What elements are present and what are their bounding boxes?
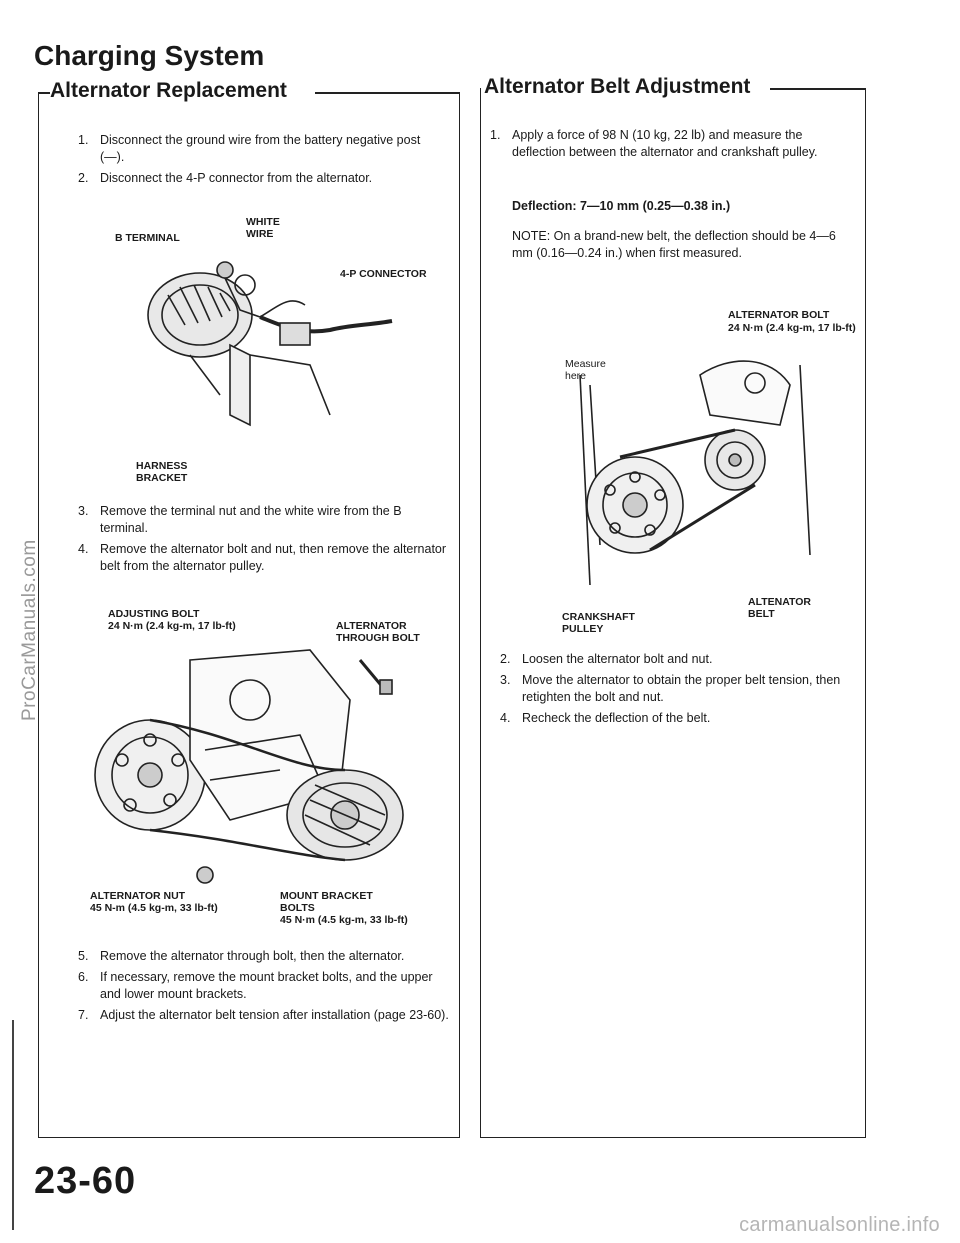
right-title-line — [770, 88, 866, 90]
step-text: Remove the terminal nut and the white wire from the B terminal. — [100, 504, 402, 535]
alternator-nut-label-2: 45 N-m (4.5 kg-m, 33 lb-ft) — [90, 902, 218, 914]
alternator-mounting-figure — [90, 640, 450, 890]
step-number: 4. — [78, 542, 89, 556]
list-item — [490, 127, 850, 161]
step-text: Apply a force of 98 N (10 kg, 22 lb) and measure the deflection between the alternator and crankshaft pulley. — [512, 128, 818, 159]
step-text: Recheck the deflection of the belt. — [522, 711, 711, 725]
alternator-connector-figure — [130, 225, 400, 470]
list-item — [78, 503, 448, 537]
step-text: Disconnect the ground wire from the battery negative post (—). — [100, 133, 421, 164]
through-bolt-label-2: THROUGH BOLT — [336, 632, 420, 644]
step-text: Loosen the alternator bolt and nut. — [522, 652, 713, 666]
adjusting-bolt-label-1: ADJUSTING BOLT — [108, 608, 200, 620]
b-terminal-label: B TERMINAL — [115, 232, 180, 244]
step-text: Remove the alternator bolt and nut, then remove the alternator belt from the alternator pulley. — [100, 542, 447, 573]
list-item — [500, 651, 855, 668]
alternator-belt-label-1: ALTENATOR — [748, 596, 811, 608]
mount-bracket-label-2: BOLTS — [280, 902, 315, 914]
left-steps-a — [78, 132, 448, 191]
step-number: 1. — [490, 128, 501, 142]
harness-label-1: HARNESS — [136, 460, 188, 472]
measure-here-label-1: Measure — [565, 358, 606, 370]
step-number: 1. — [78, 133, 89, 147]
left-title-line — [38, 92, 50, 94]
note-text: NOTE: On a brand-new belt, the deflection should be 4—6 mm (0.16—0.24 in.) when first measured. — [512, 229, 836, 260]
left-steps-c — [78, 948, 452, 1028]
left-section-title: Alternator Replacement — [50, 79, 293, 103]
white-wire-label-2: WIRE — [246, 228, 274, 240]
list-item — [78, 969, 452, 1003]
step-text: Disconnect the 4-P connector from the alternator. — [100, 171, 373, 185]
connector-label: 4-P CONNECTOR — [340, 268, 427, 280]
page-number: 23-60 — [34, 1160, 137, 1202]
belt-deflection-figure — [560, 345, 830, 590]
alternator-belt-label-2: BELT — [748, 608, 775, 620]
deflection-spec: Deflection: 7—10 mm (0.25—0.38 in.) — [512, 199, 731, 213]
left-steps-b — [78, 503, 448, 579]
adjusting-bolt-label-2: 24 N·m (2.4 kg-m, 17 lb-ft) — [108, 620, 236, 632]
mount-bracket-label-1: MOUNT BRACKET — [280, 890, 373, 902]
white-wire-label-1: WHITE — [246, 216, 280, 228]
right-section-title: Alternator Belt Adjustment — [484, 75, 756, 99]
alternator-nut-label-1: ALTERNATOR NUT — [90, 890, 186, 902]
crankshaft-pulley-label-2: PULLEY — [562, 623, 604, 635]
step-text: Remove the alternator through bolt, then the alternator. — [100, 949, 405, 963]
binding-rule — [12, 1020, 14, 1230]
step-text: Move the alternator to obtain the proper belt tension, then retighten the bolt and nut. — [522, 673, 841, 704]
step-text: If necessary, remove the mount bracket bolts, and the upper and lower mount brackets. — [100, 970, 433, 1001]
list-item — [78, 1007, 452, 1024]
mount-bracket-label-3: 45 N·m (4.5 kg-m, 33 lb-ft) — [280, 914, 408, 926]
page-title: Charging System — [34, 40, 265, 71]
step-number: 4. — [500, 711, 511, 725]
list-item — [500, 710, 855, 727]
list-item — [78, 948, 452, 965]
alternator-bolt-label-2: 24 N·m (2.4 kg-m, 17 lb-ft) — [728, 322, 856, 334]
list-item — [78, 170, 448, 187]
step-number: 7. — [78, 1008, 89, 1022]
list-item — [78, 541, 448, 575]
right-steps — [500, 651, 855, 731]
left-title-line-right — [315, 92, 459, 94]
crankshaft-pulley-label-1: CRANKSHAFT — [562, 611, 635, 623]
through-bolt-label-1: ALTERNATOR — [336, 620, 407, 632]
right-step-1 — [490, 127, 850, 165]
step-number: 2. — [78, 171, 89, 185]
step-number: 3. — [78, 504, 89, 518]
measure-here-label-2: here — [565, 370, 587, 382]
list-item — [78, 132, 448, 166]
list-item — [500, 672, 855, 706]
step-number: 2. — [500, 652, 511, 666]
bottom-watermark: carmanualsonline.info — [739, 1214, 940, 1236]
step-number: 3. — [500, 673, 511, 687]
side-watermark: ProCarManuals.com — [19, 539, 40, 721]
step-number: 5. — [78, 949, 89, 963]
alternator-bolt-label-1: ALTERNATOR BOLT — [728, 309, 830, 321]
harness-label-2: BRACKET — [136, 472, 188, 484]
step-number: 6. — [78, 970, 89, 984]
step-text: Adjust the alternator belt tension after installation (page 23-60). — [100, 1008, 449, 1022]
